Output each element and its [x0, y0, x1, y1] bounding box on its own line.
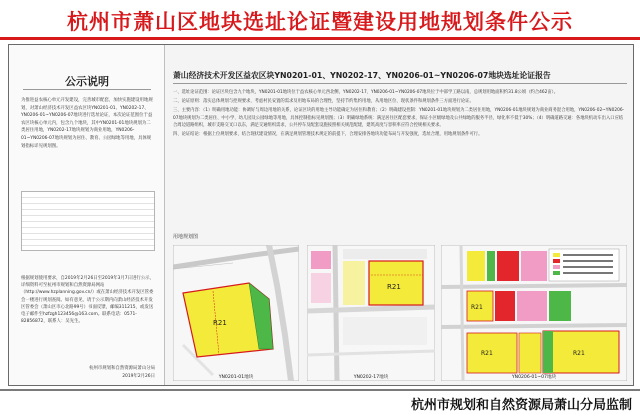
- site-map-yn0202-17: [307, 245, 435, 381]
- indicator-table: [21, 191, 155, 251]
- notice-divider: [23, 89, 151, 90]
- parcel-label: R21: [213, 319, 227, 327]
- parcel-label: R21: [573, 350, 585, 357]
- notice-heading: 公示说明: [65, 75, 109, 88]
- report-paragraph-principle: 二、论证原则：落实总体规划与控规要求，考虑村民安置的需求及用地布局的合理性，坚持节约集约用地，从用地区位、现状条件和规划条件三方面进行论证。: [173, 99, 474, 105]
- notice-panel: [9, 45, 165, 385]
- site-map-yn0206: [441, 245, 627, 381]
- banner-title: 杭州市萧山区地块选址论证暨建设用地规划条件公示: [67, 10, 573, 34]
- plan-heading: 用地规划图: [173, 234, 199, 240]
- parcel-label: R21: [387, 283, 401, 291]
- map-caption: YN0206-01~07地块: [511, 375, 557, 380]
- report-body: [173, 89, 627, 140]
- site-map-yn0201-01: [173, 245, 299, 381]
- parcel-label: R21: [481, 350, 493, 357]
- report-title: 萧山经济技术开发区益农区块YN0201-01、YN0202-17、YN0206-01~YN0206-07地块选址论证报告: [173, 71, 551, 80]
- banner-divider: [0, 37, 640, 40]
- map-caption: YN0202-17地块: [353, 375, 389, 380]
- footer-divider: [0, 389, 640, 391]
- report-paragraph-scope: 一、选址论证范围：论证区块包含九个地块，YN0201-01地块位于益农核心单元西北侧，YN0202-17、YN0206-01~YN0206-07地块位于中部学工路以南，总规划用地面积约31.8公顷（约合462亩）。: [173, 90, 559, 95]
- site-map-drawing: [307, 245, 435, 381]
- table-row: [22, 240, 154, 246]
- map-caption: YN0201-01地块: [218, 375, 254, 380]
- banner: [0, 0, 640, 40]
- notice-date: 2019年2月26日: [122, 374, 155, 379]
- site-map-drawing: [441, 245, 627, 381]
- report-divider: [173, 83, 627, 84]
- notice-board: [8, 44, 634, 386]
- notice-organization: 杭州市规划和自然资源局萧山分局: [89, 366, 155, 371]
- parcel-label: R21: [471, 304, 483, 311]
- footer-issuer: 杭州市规划和自然资源局萧山分局监制: [410, 398, 632, 413]
- notice-paragraph-contact: 根据规划使用要求，自2019年2月26日至2019年3月7日进行公示，详细资料可至杭州市规划和自然资源局网站（http://www.hzplanning.gov.cn/）或在萧山经济技术开发区管委会一楼进行规划查阅。如有意见，请于公示期内向萧山经济技术开发区管委会（萧山区市心北路99号）书面反馈，邮编311215，或发送电子邮件至hzfzgh123456@163.com。联系电话：0571-82856872，联系人：吴先生。: [21, 276, 154, 325]
- report-paragraph-conclusion: 四、论证结论：根据上位规划要求，结合现状建设情况，在满足规划管理技术规定的前提下，合理安排各地块功能布局与开发强度，选址合理，用地规划条件可行。: [173, 132, 483, 138]
- report-paragraph-content: 三、主要内容：（1）明确用地功能：协调好与周边用地的关系，论证区块的用地主导功能确定为居住和教育；（2）明确建设控制：YN0201-01地块规划为二类居住用地，YN0206-01地块规划为商业商务混合用地，YN0206-02~YN0206-07地块规划为二类居住、中小学、幼儿园及公园绿地等用地，具体控制指标见规划图；（3）明确绿地系统：满足居住区配套要求，保证小区级绿地及公共绿地的服务半径，绿化率不低于30%；（4）明确道路交通：各地块机动车出入口应结合周边道路组织，城市支路交叉口以东，满足交通组织需求，公共停车及配套设施按照相关规范配建，建筑高度与容积率应符合控规相关要求。: [173, 108, 625, 128]
- site-map-drawing: [173, 245, 299, 381]
- notice-paragraph: 为推进益农核心单元开发建设，完善城市配套，加快实施建设用地规划，对萧山经济技术开发区益农区块YN0201-01、YN0202-17、YN0206-01~YN0206-07地块进行选址论证，本次论证范围位于益农区块核心单元内，包含九个地块，其中YN0201-01地块规划为二类居住用地，YN0202-17地块规划为商业用地，YN0206-01~YN0206-07地块规划为居住、教育、公园绿地等用地，具体规划指标详见规划图。: [21, 98, 153, 149]
